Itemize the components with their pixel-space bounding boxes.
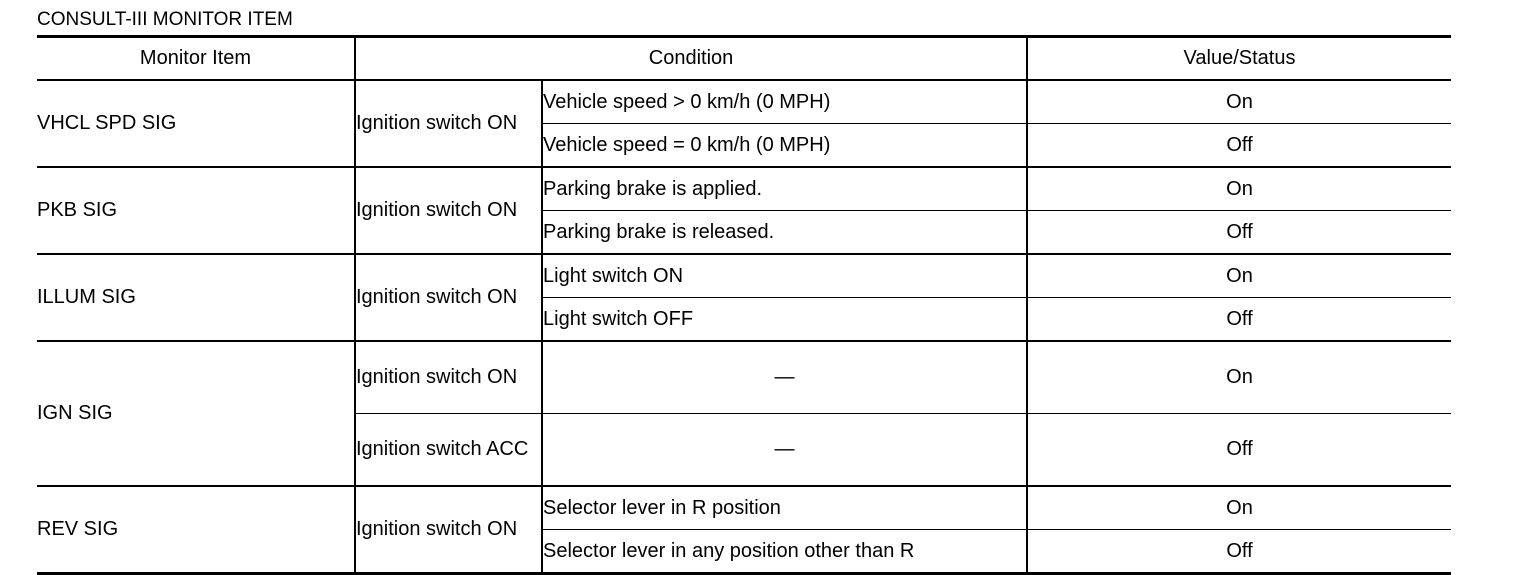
value-status-cell: Off: [1027, 211, 1451, 255]
table-row: [37, 254, 1451, 298]
value-status-cell: Off: [1027, 530, 1451, 574]
monitor-item-cell: PKB SIG: [37, 167, 355, 254]
table-header-row: [37, 37, 1451, 81]
value-status-cell: On: [1027, 486, 1451, 530]
monitor-item-cell: IGN SIG: [37, 341, 355, 486]
main-condition-cell: Ignition switch ON: [355, 80, 542, 167]
monitor-item-cell: ILLUM SIG: [37, 254, 355, 341]
value-status-cell: Off: [1027, 414, 1451, 487]
main-condition-cell: Ignition switch ON: [355, 341, 542, 414]
value-status-cell: On: [1027, 254, 1451, 298]
main-condition-cell: Ignition switch ON: [355, 486, 542, 574]
sub-condition-cell: Vehicle speed = 0 km/h (0 MPH): [542, 124, 1027, 168]
table-row: [37, 167, 1451, 211]
table-row: [37, 341, 1451, 414]
header-condition: Condition: [355, 37, 1027, 81]
value-status-cell: Off: [1027, 124, 1451, 168]
value-status-cell: On: [1027, 80, 1451, 124]
sub-condition-cell: —: [542, 341, 1027, 414]
sub-condition-cell: —: [542, 414, 1027, 487]
table-row: [37, 80, 1451, 124]
sub-condition-cell: Selector lever in any position other than R: [542, 530, 1027, 574]
value-status-cell: On: [1027, 341, 1451, 414]
main-condition-cell: Ignition switch ON: [355, 167, 542, 254]
table-row: [37, 486, 1451, 530]
main-condition-cell: Ignition switch ACC: [355, 414, 542, 487]
sub-condition-cell: Light switch OFF: [542, 298, 1027, 342]
header-monitor-item: Monitor Item: [37, 37, 355, 81]
sub-condition-cell: Light switch ON: [542, 254, 1027, 298]
sub-condition-cell: Parking brake is applied.: [542, 167, 1027, 211]
sub-condition-cell: Parking brake is released.: [542, 211, 1027, 255]
value-status-cell: Off: [1027, 298, 1451, 342]
header-value-status: Value/Status: [1027, 37, 1451, 81]
monitor-item-table: [37, 35, 1451, 575]
value-status-cell: On: [1027, 167, 1451, 211]
sub-condition-cell: Vehicle speed > 0 km/h (0 MPH): [542, 80, 1027, 124]
monitor-item-cell: VHCL SPD SIG: [37, 112, 177, 134]
main-condition-cell: Ignition switch ON: [355, 254, 542, 341]
section-title: CONSULT-III MONITOR ITEM: [37, 9, 293, 30]
sub-condition-cell: Selector lever in R position: [542, 486, 1027, 530]
monitor-item-cell: REV SIG: [37, 486, 355, 574]
